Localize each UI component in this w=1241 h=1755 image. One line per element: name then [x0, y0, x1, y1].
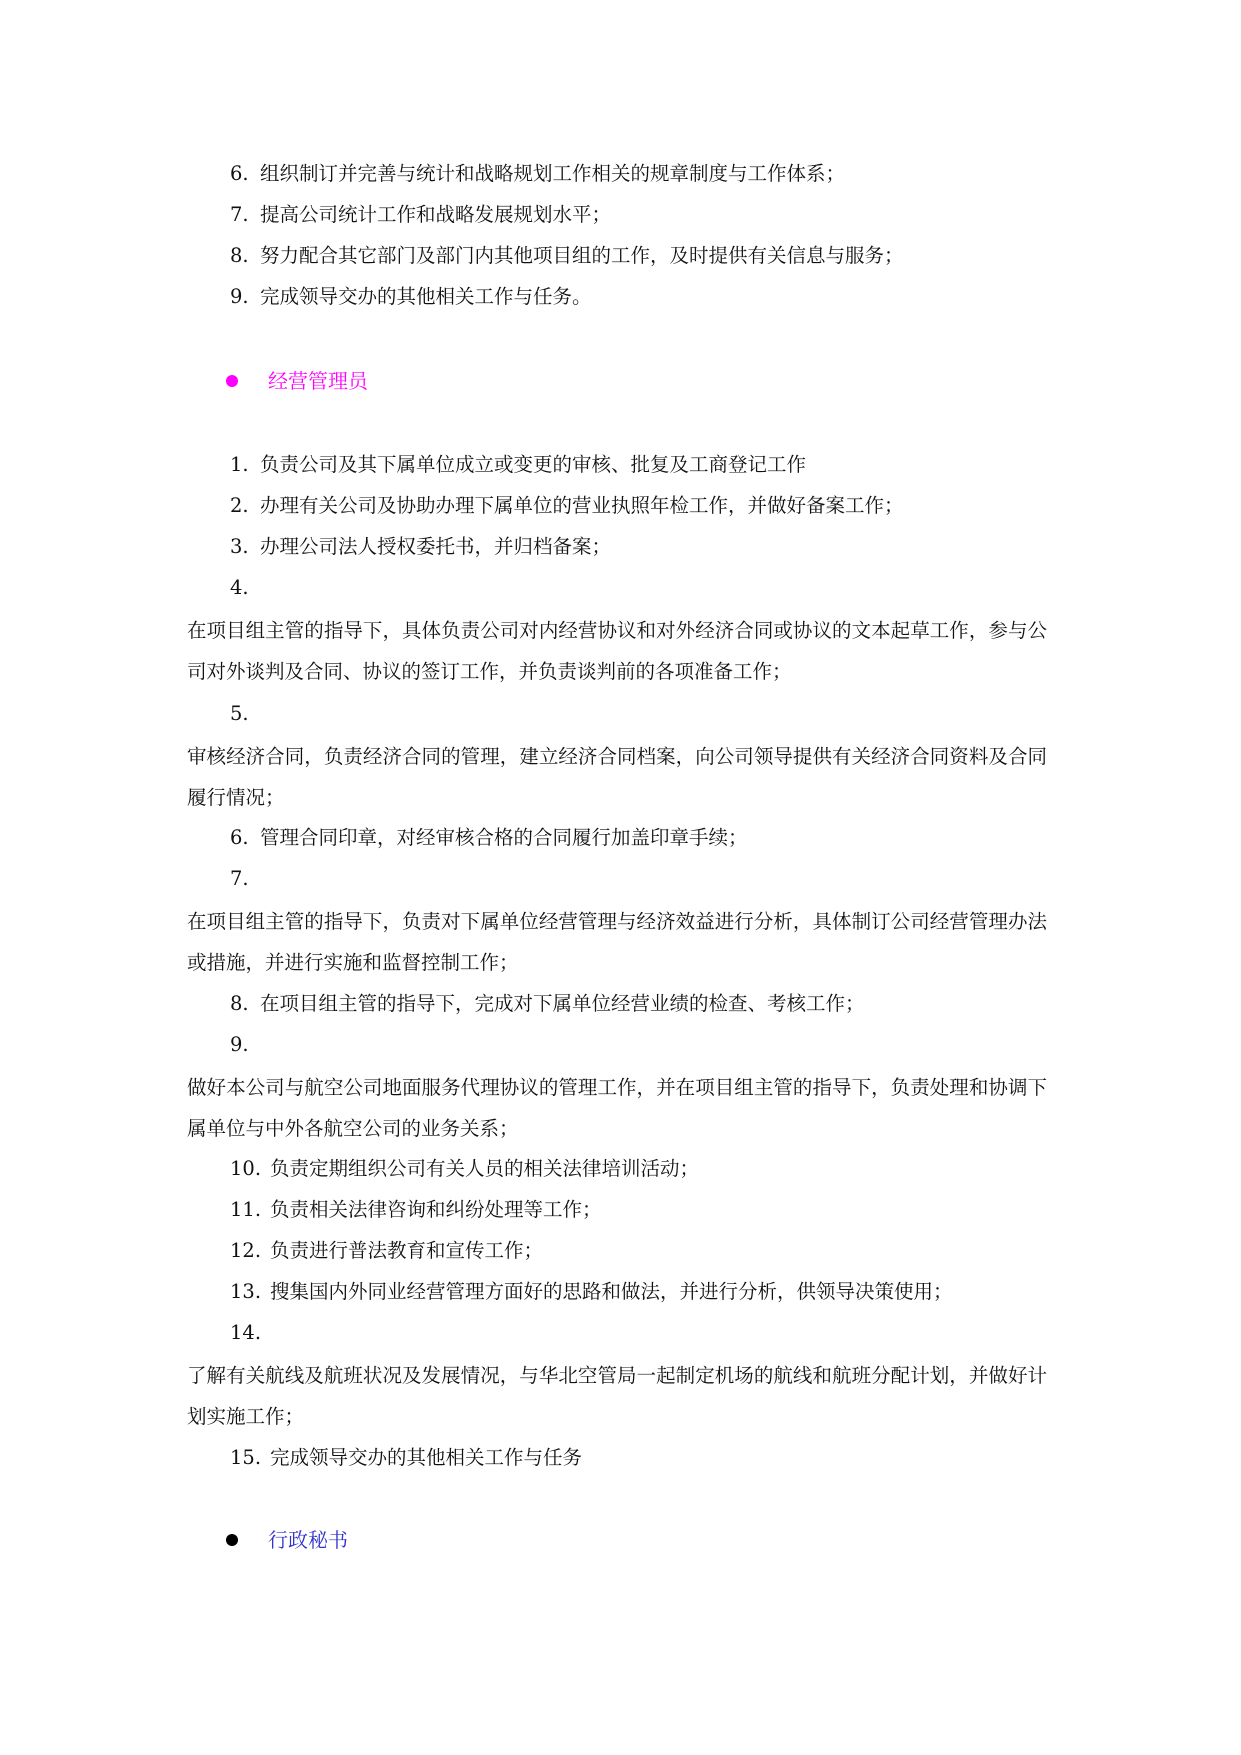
- list-item: [230, 451, 806, 479]
- list-item: [230, 1196, 602, 1224]
- list-item-number: 9.: [230, 285, 249, 308]
- list-item-text: 审核经济合同，负责经济合同的管理，建立经济合同档案，向公司领导提供有关经济合同资料及合同履行情况；: [187, 745, 1047, 809]
- list-item-number: 8.: [230, 244, 249, 267]
- list-item-number: 9.: [230, 1033, 249, 1056]
- list-item-text: 办理公司法人授权委托书，并归档备案；: [260, 535, 612, 558]
- list-item-number: 5.: [230, 702, 249, 725]
- list-item-text: 在项目组主管的指导下，负责对下属单位经营管理与经济效益进行分析，具体制订公司经营管理办法或措施，并进行实施和监督控制工作；: [187, 910, 1047, 974]
- list-item: [230, 1278, 953, 1306]
- list-item-text: 负责定期组织公司有关人员的相关法律培训活动；: [270, 1157, 700, 1180]
- list-item-number: 7.: [230, 867, 249, 890]
- section-bullet-icon: [226, 1534, 238, 1546]
- list-item-number: 3.: [230, 535, 249, 558]
- list-item-text: 负责进行普法教育和宣传工作；: [270, 1239, 544, 1262]
- list-item-number: 8.: [230, 992, 249, 1015]
- list-item: [230, 201, 611, 229]
- list-item-text: 在项目组主管的指导下，具体负责公司对内经营协议和对外经济合同或协议的文本起草工作，参与公司对外谈判及合同、协议的签订工作，并负责谈判前的各项准备工作；: [187, 619, 1047, 683]
- list-item-text: 负责公司及其下属单位成立或变更的审核、批复及工商登记工作: [260, 453, 807, 476]
- list-item-text: 提高公司统计工作和战略发展规划水平；: [260, 203, 612, 226]
- list-item-number: 2.: [230, 494, 249, 517]
- list-item-text: 负责相关法律咨询和纠纷处理等工作；: [270, 1198, 602, 1221]
- list-item: [230, 824, 748, 852]
- list-item: [230, 160, 845, 188]
- list-item-number: 14.: [230, 1321, 262, 1344]
- list-item-text: 做好本公司与航空公司地面服务代理协议的管理工作，并在项目组主管的指导下，负责处理和协调下属单位与中外各航空公司的业务关系；: [187, 1076, 1047, 1140]
- list-item-number: 1.: [230, 453, 249, 476]
- list-item-number: 12.: [230, 1239, 262, 1262]
- list-item-number: 10.: [230, 1157, 262, 1180]
- list-item-text: 了解有关航线及航班状况及发展情况，与华北空管局一起制定机场的航线和航班分配计划，并做好计划实施工作；: [187, 1364, 1047, 1428]
- list-item-text: 办理有关公司及协助办理下属单位的营业执照年检工作，并做好备案工作；: [260, 494, 904, 517]
- list-item-number: 6.: [230, 162, 249, 185]
- section-heading-business: 经营管理员: [268, 369, 368, 393]
- list-item-number: 7.: [230, 203, 249, 226]
- list-item-number: 11.: [230, 1198, 262, 1221]
- section-heading-admin: 行政秘书: [268, 1528, 348, 1552]
- list-item-number: 15.: [230, 1446, 262, 1469]
- list-item-number: 4.: [230, 576, 249, 599]
- list-item: [230, 1444, 582, 1472]
- list-item-text: 搜集国内外同业经营管理方面好的思路和做法，并进行分析，供领导决策使用；: [270, 1280, 953, 1303]
- list-item-number: 13.: [230, 1280, 262, 1303]
- list-item: [230, 1237, 543, 1265]
- list-item: [230, 242, 904, 270]
- list-item-text: 努力配合其它部门及部门内其他项目组的工作，及时提供有关信息与服务；: [260, 244, 904, 267]
- list-item: [230, 283, 592, 311]
- list-item-text: 完成领导交办的其他相关工作与任务: [270, 1446, 583, 1469]
- list-item: [230, 533, 611, 561]
- list-item-text: 在项目组主管的指导下，完成对下属单位经营业绩的检查、考核工作；: [260, 992, 865, 1015]
- list-item: [230, 1155, 699, 1183]
- list-item-number: 6.: [230, 826, 249, 849]
- list-item-text: 管理合同印章，对经审核合格的合同履行加盖印章手续；: [260, 826, 748, 849]
- list-item: [230, 492, 904, 520]
- list-item-text: 完成领导交办的其他相关工作与任务。: [260, 285, 592, 308]
- list-item: [230, 990, 865, 1018]
- list-item-text: 组织制订并完善与统计和战略规划工作相关的规章制度与工作体系；: [260, 162, 846, 185]
- section-bullet-icon: [226, 375, 238, 387]
